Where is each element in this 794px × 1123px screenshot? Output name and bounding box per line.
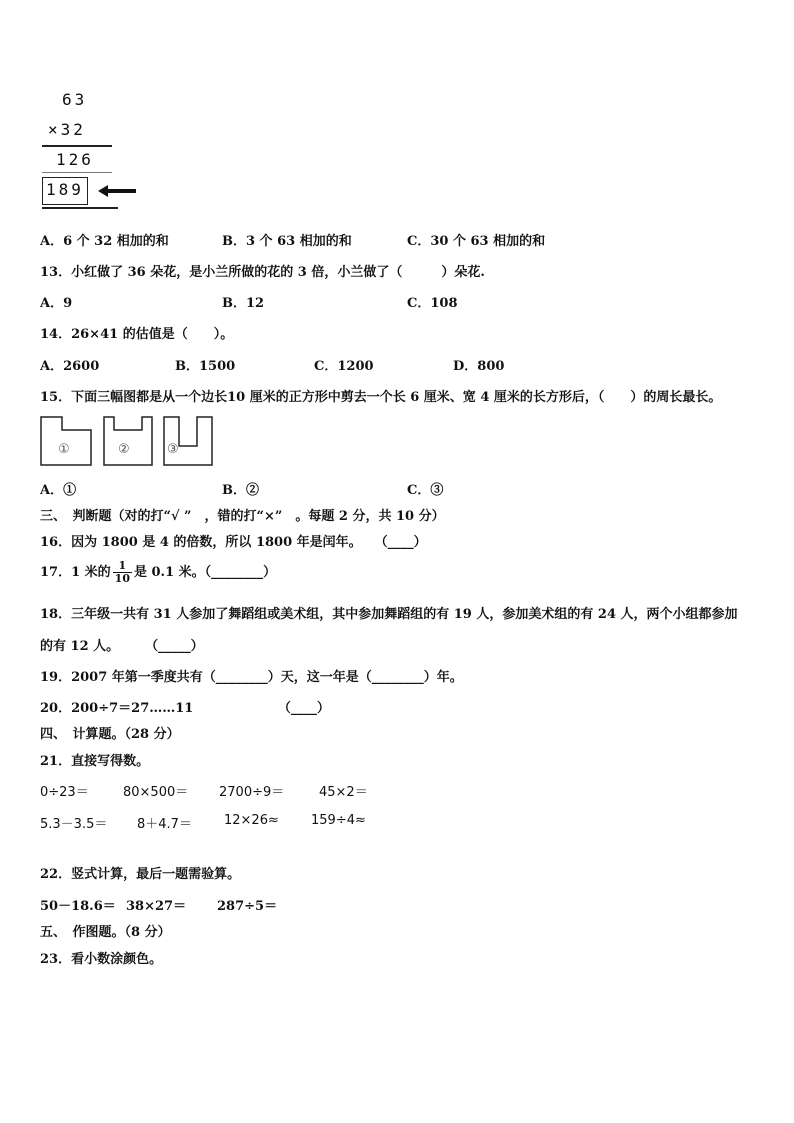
mult-line-1: 63 xyxy=(62,90,88,109)
section-5-heading: 五、 作图题。（8 分） xyxy=(40,925,171,940)
q15-figure-1 xyxy=(40,416,92,466)
q15-option-a: A．① xyxy=(40,483,77,498)
fraction xyxy=(113,560,132,585)
q13-option-b: B．12 xyxy=(222,296,265,311)
q21-item: 0÷23＝ xyxy=(40,785,89,800)
q22-item: 38×27＝ xyxy=(126,899,187,914)
q18-line-1: 18．三年级一共有 31 人参加了舞蹈组或美术组，其中参加舞蹈组的有 19 人，参加美术组的有 24 人，两个小组都参加 xyxy=(40,607,738,622)
q15-figure-3-label: ③ xyxy=(167,442,179,457)
q17-text xyxy=(40,558,276,588)
q22-title: 22．竖式计算，最后一题需验算。 xyxy=(40,867,241,882)
section-4-heading: 四、 计算题。（28 分） xyxy=(40,727,180,742)
q23-text: 23．看小数涂颜色。 xyxy=(40,952,163,967)
q20-text: 20．200÷7＝27……11 （____） xyxy=(40,701,330,716)
q15-figure-3 xyxy=(163,416,213,466)
mult-rule-2 xyxy=(42,172,112,173)
fraction-denominator: 10 xyxy=(114,572,130,585)
q13-text: 13．小红做了 36 朵花，是小兰所做的花的 3 倍，小兰做了（ ）朵花. xyxy=(40,265,485,280)
q21-title: 21．直接写得数。 xyxy=(40,754,150,769)
q21-item: 80×500＝ xyxy=(123,785,189,800)
q14-option-b: B．1500 xyxy=(175,359,236,374)
q21-item: 8＋4.7＝ xyxy=(137,817,192,832)
q21-item: 2700÷9＝ xyxy=(219,785,285,800)
q17-suffix: 是 0.1 米。（________） xyxy=(133,565,277,580)
q21-item: 159÷4≈ xyxy=(311,813,366,828)
q13-option-c: C．108 xyxy=(407,296,458,311)
mult-rule-1 xyxy=(42,145,112,147)
mult-line-2: ×32 xyxy=(48,120,86,139)
q15-option-b: B．② xyxy=(222,483,259,498)
fraction-numerator: 1 xyxy=(113,560,132,573)
q14-option-c: C．1200 xyxy=(314,359,374,374)
q14-option-a: A．2600 xyxy=(40,359,100,374)
q15-figure-1-label: ① xyxy=(58,442,70,457)
q19-text: 19．2007 年第一季度共有（________）天，这一年是（________）年。 xyxy=(40,670,463,685)
q12-option-b: B．3 个 63 相加的和 xyxy=(222,234,352,249)
q21-item: 45×2＝ xyxy=(319,785,368,800)
q12-option-c: C．30 个 63 相加的和 xyxy=(407,234,546,249)
q14-text: 14．26×41 的估值是（ ）。 xyxy=(40,327,234,342)
q22-item: 50－18.6＝ xyxy=(40,899,116,914)
q15-figure-2-label: ② xyxy=(118,442,130,457)
mult-line-4: 189 xyxy=(46,180,84,199)
q17-prefix: 17．1 米的 xyxy=(40,565,111,580)
q18-line-2: 的有 12 人。 （_____） xyxy=(40,639,204,654)
q12-option-a: A．6 个 32 相加的和 xyxy=(40,234,169,249)
arrow-left-icon xyxy=(98,184,138,198)
q13-option-a: A．9 xyxy=(40,296,73,311)
q16-text: 16．因为 1800 是 4 的倍数，所以 1800 年是闰年。 （____） xyxy=(40,535,427,550)
q15-figure-2 xyxy=(103,416,153,466)
q14-option-d: D．800 xyxy=(453,359,505,374)
q15-text: 15．下面三幅图都是从一个边长10 厘米的正方形中剪去一个长 6 厘米、宽 4 厘米的长方形后，（ ）的周长最长。 xyxy=(40,390,722,405)
q21-item: 12×26≈ xyxy=(224,813,279,828)
mult-rule-3 xyxy=(42,207,118,209)
mult-line-3: 126 xyxy=(56,150,94,169)
q15-option-c: C．③ xyxy=(407,483,444,498)
q21-item: 5.3－3.5＝ xyxy=(40,817,108,832)
q22-item: 287÷5＝ xyxy=(217,899,278,914)
section-3-heading: 三、 判断题（对的打“√ ” ，错的打“×” 。每题 2 分，共 10 分） xyxy=(40,509,445,524)
